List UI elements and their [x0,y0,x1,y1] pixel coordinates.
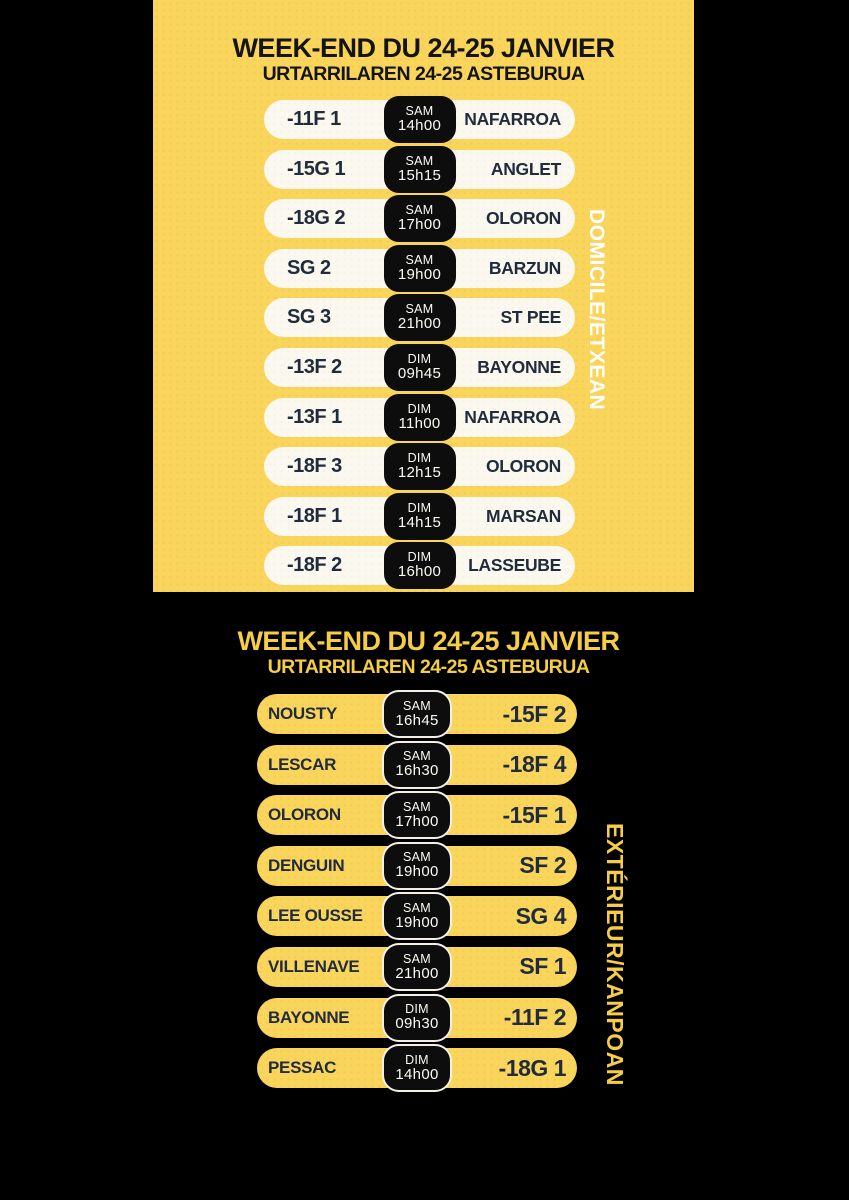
match-time-label: 17h00 [397,216,442,234]
match-day-label: SAM [405,252,434,267]
home-team-label: -13F 1 [287,405,342,428]
home-match-row [264,249,575,288]
match-day-label: SAM [403,850,431,865]
match-day-label: SAM [403,749,431,764]
match-day-label: DIM [407,550,432,565]
match-time-label: 14h00 [397,117,442,135]
home-team-label: SG 3 [287,306,331,329]
away-venue-label: VILLENAVE [268,956,360,976]
home-match-row [264,497,575,536]
match-time-label: 15h15 [397,166,442,184]
away-match-row [257,1048,577,1088]
away-side-label: EXTÉRIEUR/KANPOAN [602,823,628,1086]
home-team-label: -18G 2 [287,207,346,230]
away-team-label: -18G 1 [498,1054,566,1081]
away-team-label: -18F 4 [502,751,566,778]
home-side-label: DOMICILE/ETXEAN [585,209,608,411]
match-time-label: 09h30 [395,1015,439,1033]
opponent-label: BAYONNE [477,356,561,377]
away-team-label: -15F 2 [502,700,566,727]
home-match-row [264,546,575,585]
match-time-label: 16h45 [395,711,439,729]
away-venue-label: NOUSTY [268,704,338,723]
match-time-label: 16h00 [397,563,442,581]
away-team-label: SF 2 [519,852,566,879]
away-match-row [257,896,577,936]
away-match-row [257,694,577,734]
match-time-label: 19h00 [397,265,442,283]
home-title: WEEK-END DU 24-25 JANVIER [232,33,615,63]
away-match-row [257,745,577,785]
match-time-badge [382,741,452,789]
home-match-row [264,150,575,189]
opponent-label: LASSEUBE [468,555,561,576]
away-venue-label: BAYONNE [268,1007,350,1027]
opponent-label: MARSAN [485,505,561,526]
match-time-badge [382,690,452,738]
match-time-badge [384,493,456,540]
match-day-label: SAM [405,104,434,119]
match-day-label: DIM [405,1002,429,1017]
away-match-list [257,694,577,1088]
match-time-badge [384,146,456,193]
match-time-badge [384,394,456,441]
home-team-label: -18F 2 [287,554,342,577]
match-day-label: SAM [403,951,431,966]
match-day-label: SAM [403,900,431,915]
home-team-label: -18F 1 [287,504,342,527]
home-match-row [264,398,575,437]
opponent-label: NAFARROA [464,109,561,129]
home-match-row [264,447,575,486]
match-time-label: 19h00 [395,863,439,881]
opponent-label: ANGLET [490,158,561,179]
away-match-row [257,846,577,886]
match-day-label: DIM [407,451,432,466]
away-venue-label: LESCAR [268,754,337,774]
match-time-badge [384,96,456,143]
match-time-badge [384,443,456,490]
home-match-row [264,199,575,238]
match-time-label: 21h00 [397,315,442,333]
match-time-badge [382,994,452,1042]
opponent-label: BARZUN [488,257,561,278]
match-time-badge [384,294,456,341]
away-venue-label: DENGUIN [268,855,345,875]
match-day-label: SAM [405,203,434,218]
match-day-label: SAM [403,698,431,713]
match-time-badge [382,1044,452,1092]
match-time-badge [384,245,456,292]
away-match-row [257,947,577,987]
match-time-label: 16h30 [395,762,439,780]
away-title: WEEK-END DU 24-25 JANVIER [237,626,620,656]
match-time-badge [382,892,452,940]
away-venue-label: PESSAC [268,1058,337,1078]
opponent-label: OLORON [485,456,561,477]
home-team-label: -11F 1 [287,108,341,130]
match-time-label: 14h00 [395,1065,439,1083]
match-time-label: 12h15 [397,464,442,482]
home-match-row [264,348,575,387]
home-match-row [264,298,575,337]
home-match-list [264,100,575,585]
away-team-label: -11F 2 [503,1004,566,1031]
match-time-badge [384,344,456,391]
match-day-label: SAM [405,302,434,317]
away-match-row [257,795,577,835]
away-team-label: -15F 1 [502,801,566,828]
home-match-row [264,100,575,139]
away-match-row [257,998,577,1038]
match-time-badge [382,791,452,839]
match-day-label: DIM [407,401,432,416]
opponent-label: OLORON [485,208,561,229]
match-time-label: 19h00 [395,913,439,931]
match-time-label: 14h15 [397,513,442,531]
match-time-badge [384,542,456,589]
home-subtitle: URTARRILAREN 24-25 ASTEBURUA [262,63,585,85]
match-day-label: SAM [405,153,434,168]
away-team-label: SF 1 [519,953,566,980]
match-day-label: SAM [403,799,431,814]
home-team-label: -13F 2 [287,355,342,378]
opponent-label: ST PEE [500,307,561,328]
match-time-badge [384,195,456,242]
away-venue-label: LEE OUSSE [268,906,363,926]
opponent-label: NAFARROA [464,406,561,427]
match-day-label: DIM [405,1052,429,1067]
match-time-label: 09h45 [397,365,442,383]
home-section-panel [153,0,694,592]
match-time-label: 17h00 [395,812,439,830]
home-team-label: SG 2 [287,256,331,279]
away-venue-label: OLORON [268,805,341,825]
match-time-badge [382,943,452,991]
match-time-label: 11h00 [398,414,441,432]
away-subtitle: URTARRILAREN 24-25 ASTEBURUA [267,656,590,678]
home-team-label: -15G 1 [287,157,346,180]
match-time-label: 21h00 [395,964,439,982]
home-team-label: -18F 3 [287,455,342,478]
match-day-label: DIM [407,500,432,515]
match-day-label: DIM [407,352,432,367]
match-time-badge [382,842,452,890]
away-team-label: SG 4 [515,902,566,929]
